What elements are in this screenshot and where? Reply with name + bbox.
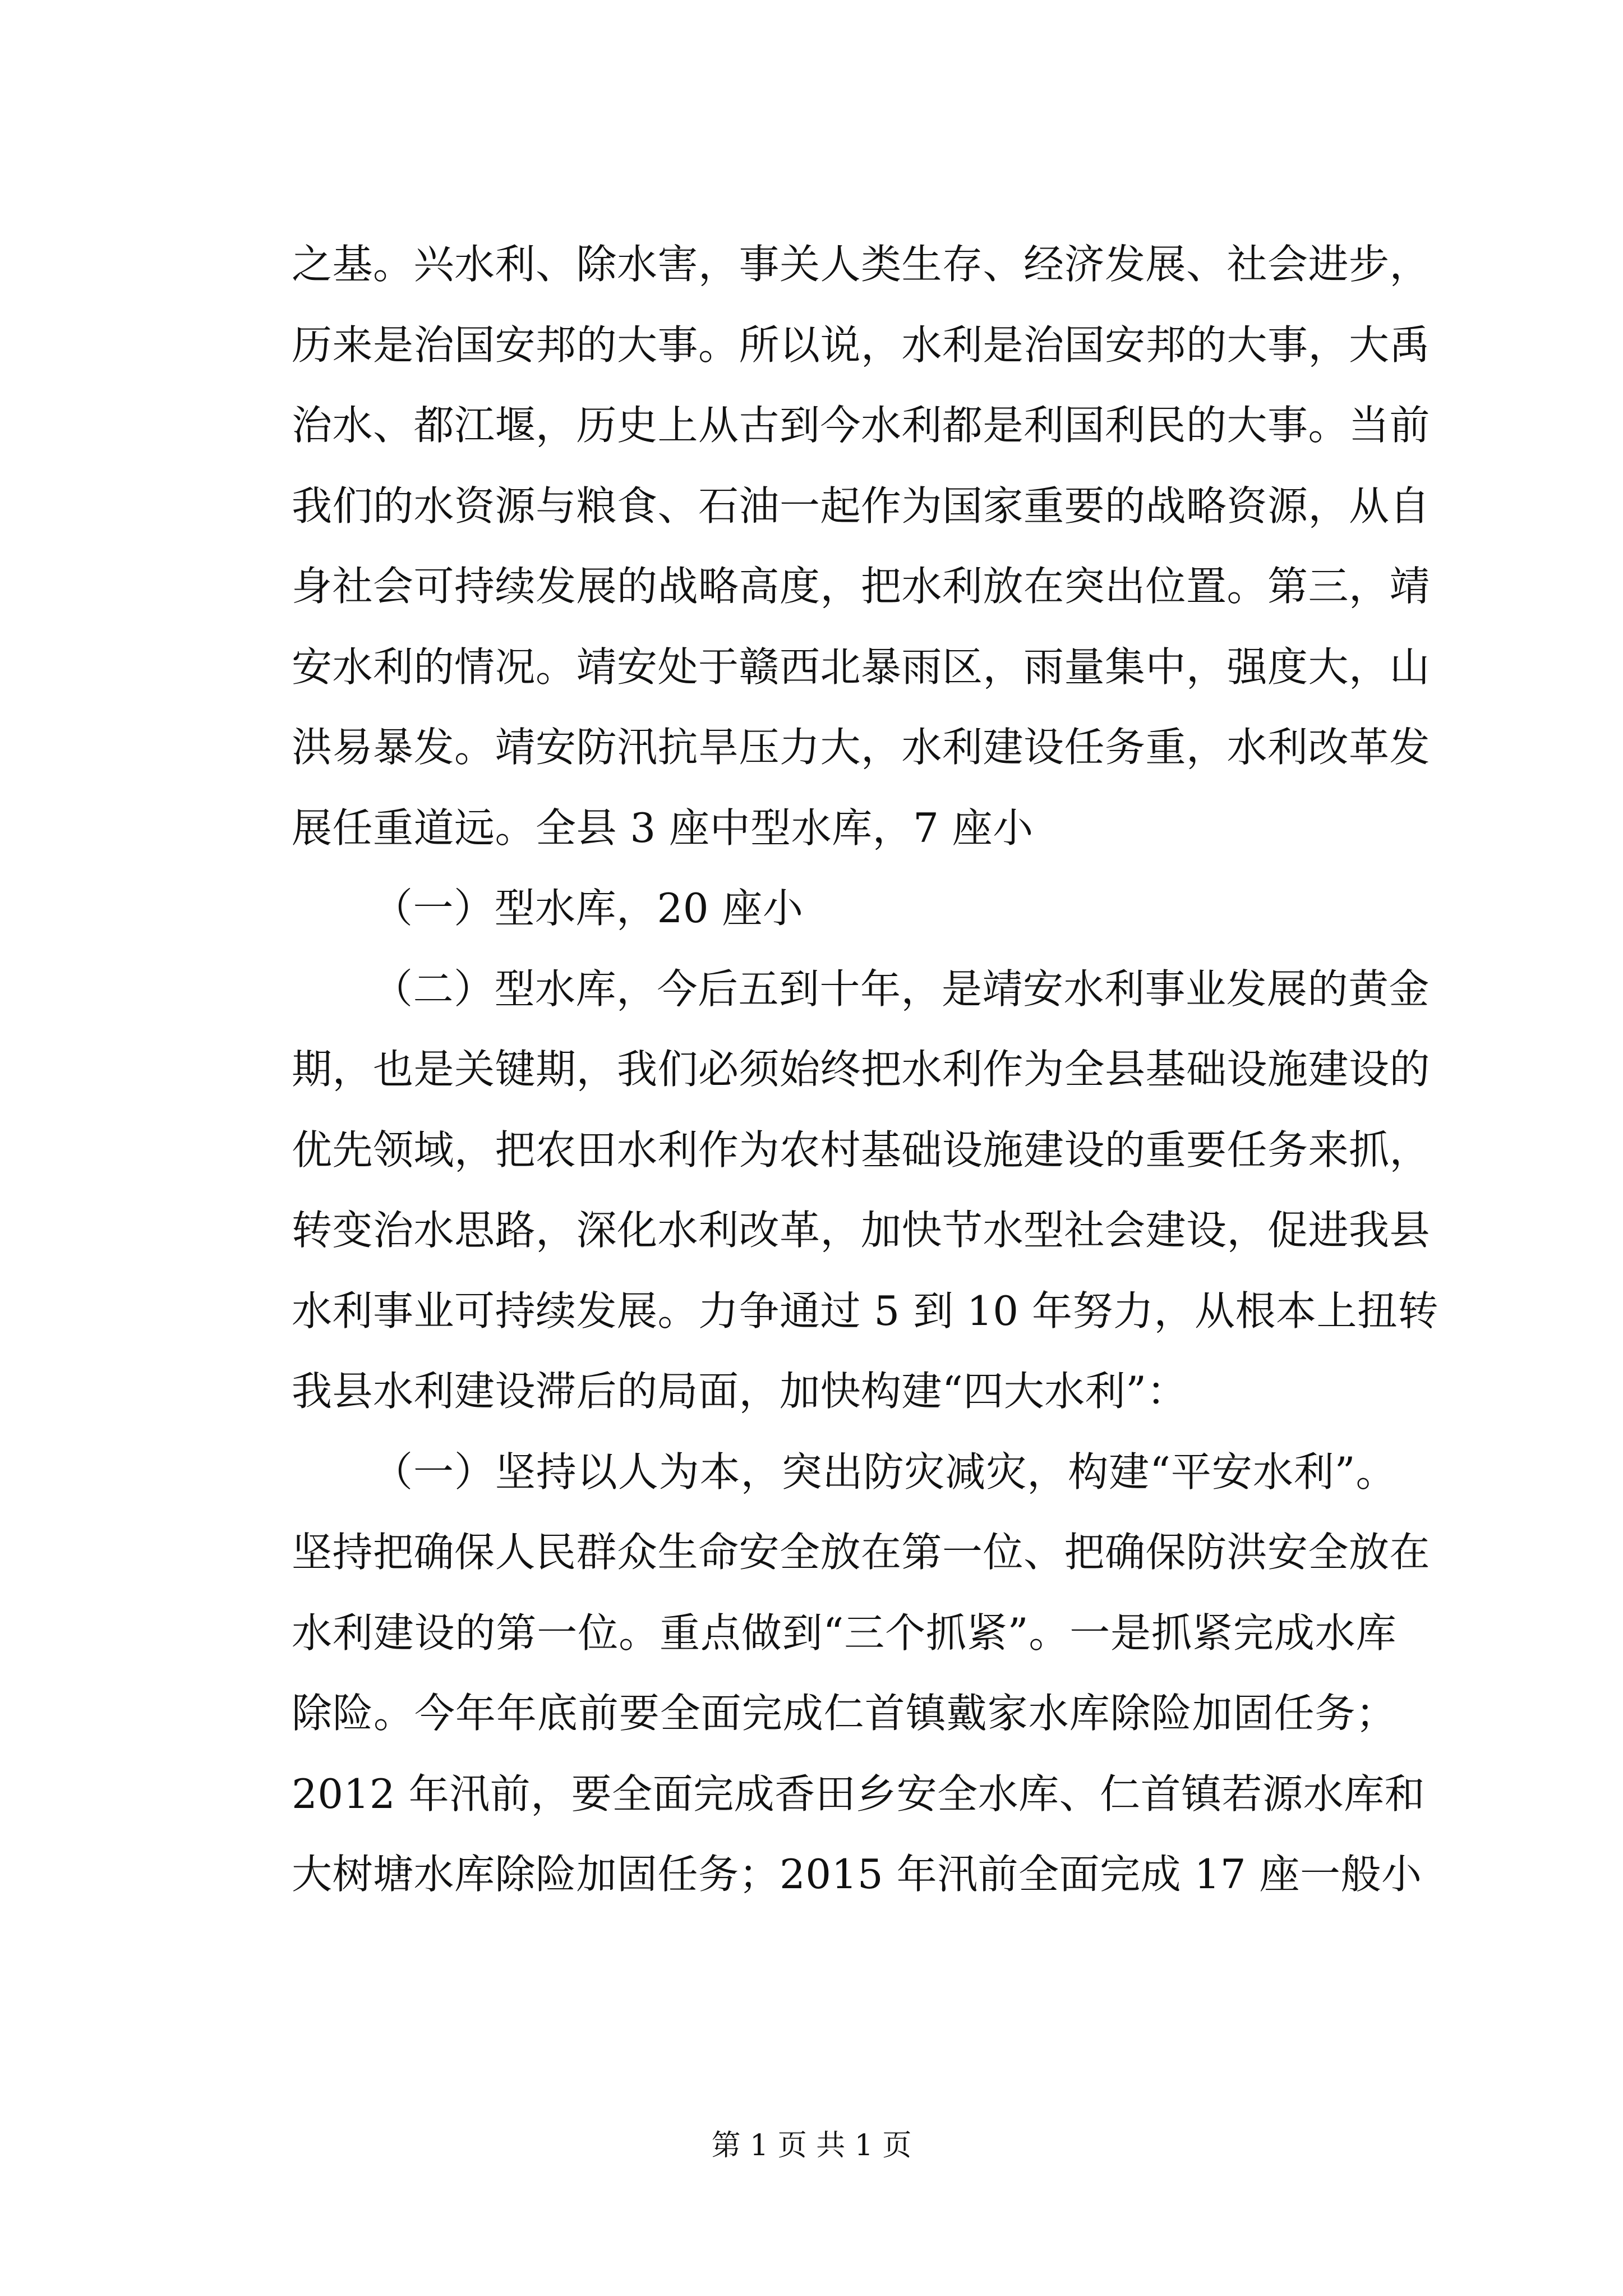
text-line: 身社会可持续发展的战略高度，把水利放在突出位置。第三，靖 [292,563,1431,610]
text-line: （一）坚持以人为本，突出防灾减灾，构建“平安水利”。 [372,1448,1396,1496]
text-line: 洪易暴发。靖安防汛抗旱压力大，水利建设任务重，水利改革发 [292,724,1431,771]
body-text [292,224,1438,1915]
text-line: 大树塘水库除险加固任务；2015 年汛前全面完成 17 座一般小 [292,1851,1422,1898]
page-footer: 第 1 页 共 1 页 [711,2129,912,2162]
text-line: 我县水利建设滞后的局面，加快构建“四大水利”： [292,1368,1188,1415]
text-line: 2012 年汛前，要全面完成香田乡安全水库、仁首镇若源水库和 [292,1770,1426,1818]
text-line: 转变治水思路，深化水利改革，加快节水型社会建设，促进我县 [292,1207,1431,1254]
text-line: 坚持把确保人民群众生命安全放在第一位、把确保防洪安全放在 [292,1529,1431,1576]
text-line: 我们的水资源与粮食、石油一起作为国家重要的战略资源，从自 [292,482,1431,530]
text-line: 安水利的情况。靖安处于赣西北暴雨区，雨量集中，强度大，山 [292,643,1431,691]
text-line: （二）型水库，今后五到十年，是靖安水利事业发展的黄金 [372,965,1430,1013]
text-line: 水利建设的第一位。重点做到“三个抓紧”。一是抓紧完成水库 [292,1609,1396,1657]
text-line: 之基。兴水利、除水害，事关人类生存、经济发展、社会进步， [292,241,1431,288]
text-line: （一）型水库，20 座小 [372,885,804,932]
text-line: 优先领域，把农田水利作为农村基础设施建设的重要任务来抓， [292,1126,1431,1174]
text-line: 水利事业可持续发展。力争通过 5 到 10 年努力，从根本上扭转 [292,1287,1438,1335]
text-line: 历来是治国安邦的大事。所以说，水利是治国安邦的大事，大禹 [292,321,1431,369]
text-line: 治水、都江堰，历史上从古到今水利都是利国利民的大事。当前 [292,402,1431,449]
text-line: 展任重道远。全县 3 座中型水库，7 座小 [292,804,1034,852]
text-line: 除险。今年年底前要全面完成仁首镇戴家水库除险加固任务； [292,1690,1396,1737]
text-line: 期，也是关键期，我们必须始终把水利作为全县基础设施建设的 [292,1046,1431,1093]
